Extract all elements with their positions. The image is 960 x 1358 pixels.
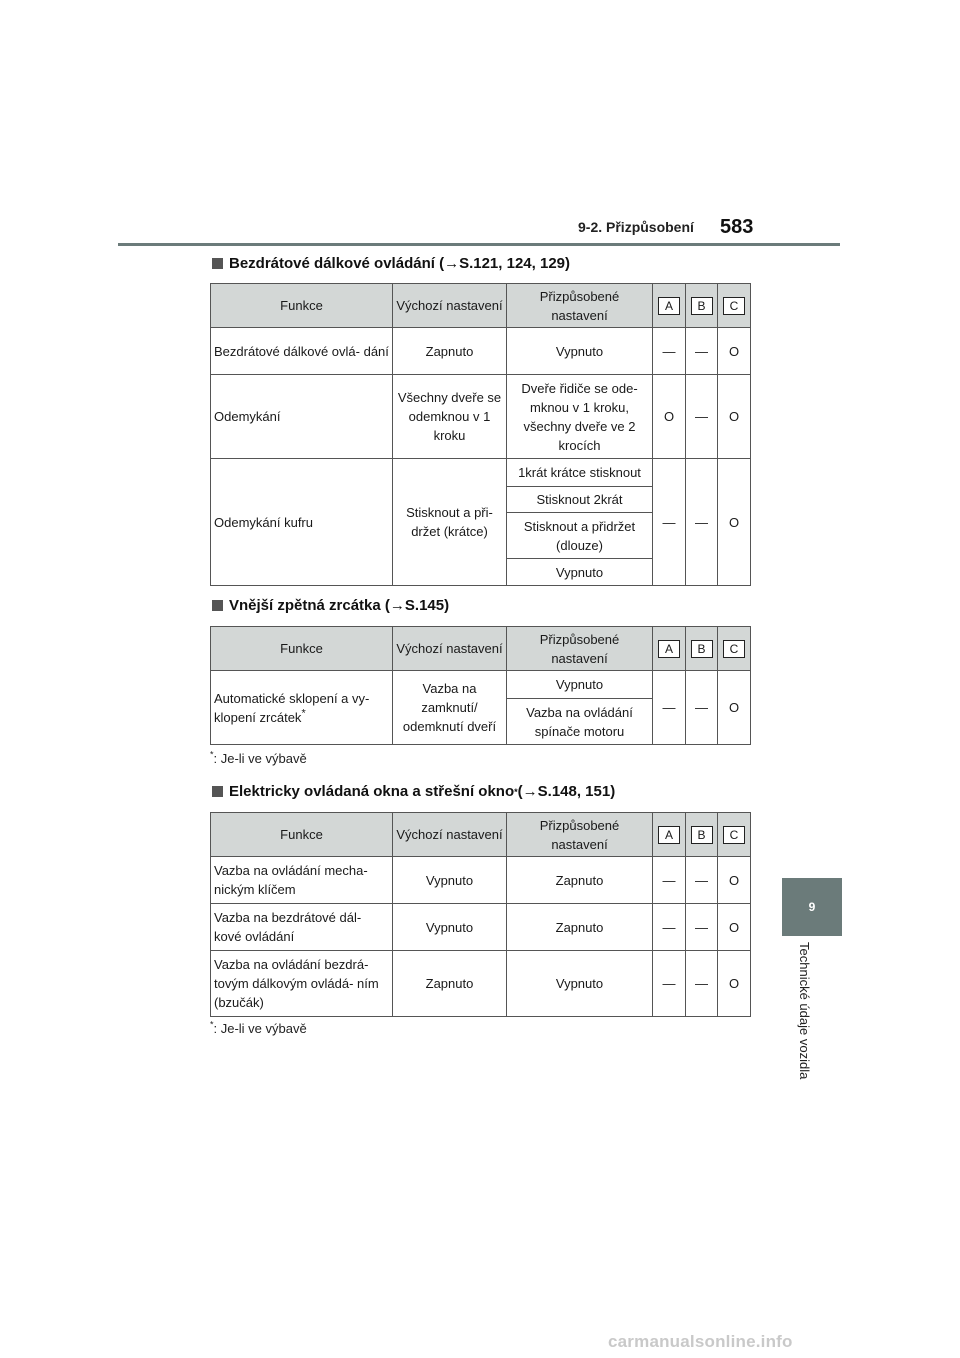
table-row [211, 951, 751, 1017]
col-vychozi: Výchozí nastavení [393, 284, 507, 328]
col-vychozi: Výchozí nastavení [393, 627, 507, 671]
cell-a: O [653, 375, 686, 459]
cell-funkce: Odemykání [211, 375, 393, 459]
header-rule [118, 243, 840, 246]
col-prizp: Přizpůsobené nastavení [507, 813, 653, 857]
cell-default: Vypnuto [393, 857, 507, 904]
label-c: C [723, 640, 745, 658]
arrow-icon: → [522, 783, 538, 800]
col-b [686, 813, 718, 857]
cell-b: — [686, 328, 718, 375]
section-title: 9-2. Přizpůsobení [578, 219, 694, 235]
cell-option: Stisknout 2krát [507, 487, 653, 513]
heading-remote [211, 255, 570, 272]
footnote-text: : Je-li ve výbavě [213, 751, 307, 766]
table-row [211, 904, 751, 951]
heading-text: Vnější zpětná zrcátka ( [229, 597, 390, 614]
cell-a: — [653, 671, 686, 745]
label-b: B [691, 640, 713, 658]
cell-c: O [718, 951, 751, 1017]
footnote-text: : Je-li ve výbavě [213, 1021, 307, 1036]
heading-paren: ( [517, 783, 523, 800]
table-row [211, 857, 751, 904]
page-number: 583 [720, 216, 754, 238]
label-a: A [658, 826, 680, 844]
table-windows [210, 812, 751, 1017]
col-c [718, 813, 751, 857]
heading-ref: S.148, 151) [537, 783, 616, 800]
table-row [211, 375, 751, 459]
cell-funkce-text: Automatické sklopení a vy- klopení zrcátek [214, 690, 370, 725]
cell-funkce [211, 671, 393, 745]
arrow-icon: → [389, 597, 405, 614]
cell-b: — [686, 375, 718, 459]
heading-text: Elektricky ovládaná okna a střešní okno [229, 783, 515, 800]
table-row [211, 459, 751, 487]
arrow-icon: → [444, 255, 460, 272]
col-a [653, 813, 686, 857]
cell-option: Vypnuto [507, 671, 653, 699]
label-b: B [691, 826, 713, 844]
cell-c: O [718, 904, 751, 951]
cell-funkce: Vazba na bezdrátové dál- kové ovládání [211, 904, 393, 951]
footnote-star: * [210, 749, 214, 760]
table-header-row [211, 813, 751, 857]
label-b: B [691, 297, 713, 315]
cell-funkce: Odemykání kufru [211, 459, 393, 586]
chapter-label: Technické údaje vozidla [797, 942, 812, 1080]
bullet-square-icon [212, 258, 223, 269]
col-b [686, 284, 718, 328]
cell-default: Zapnuto [393, 951, 507, 1017]
col-b [686, 627, 718, 671]
cell-b: — [686, 459, 718, 586]
cell-a: — [653, 951, 686, 1017]
col-a [653, 284, 686, 328]
col-funkce: Funkce [211, 627, 393, 671]
table-remote [210, 283, 751, 586]
label-c: C [723, 826, 745, 844]
footnote-star: * [210, 1019, 214, 1030]
cell-c: O [718, 857, 751, 904]
table-row [211, 328, 751, 375]
cell-custom: Zapnuto [507, 904, 653, 951]
col-c [718, 627, 751, 671]
cell-c: O [718, 459, 751, 586]
label-c: C [723, 297, 745, 315]
col-c [718, 284, 751, 328]
col-prizp: Přizpůsobené nastavení [507, 627, 653, 671]
col-vychozi: Výchozí nastavení [393, 813, 507, 857]
cell-default: Vypnuto [393, 904, 507, 951]
table-row [211, 671, 751, 699]
cell-default: Vazba na zamknutí/ odemknutí dveří [393, 671, 507, 745]
cell-c: O [718, 328, 751, 375]
cell-funkce: Vazba na ovládání bezdrá- tovým dálkovým ovládá- ním (bzučák) [211, 951, 393, 1017]
table-header-row [211, 627, 751, 671]
heading-mirrors [211, 597, 449, 614]
cell-default: Stisknout a při- držet (krátce) [393, 459, 507, 586]
cell-custom: Zapnuto [507, 857, 653, 904]
col-funkce: Funkce [211, 813, 393, 857]
label-a: A [658, 640, 680, 658]
cell-b: — [686, 904, 718, 951]
col-funkce: Funkce [211, 284, 393, 328]
cell-a: — [653, 459, 686, 586]
col-a [653, 627, 686, 671]
cell-funkce: Bezdrátové dálkové ovlá- dání [211, 328, 393, 375]
cell-option: 1krát krátce stisknout [507, 459, 653, 487]
label-a: A [658, 297, 680, 315]
bullet-square-icon [212, 600, 223, 611]
cell-a: — [653, 904, 686, 951]
heading-windows: Elektricky ovládaná okna a střešní okno * ( → S.148, 151) [211, 783, 615, 800]
cell-a: — [653, 328, 686, 375]
watermark: carmanualsonline.info [608, 1332, 793, 1351]
footnote-star: * [301, 707, 306, 720]
cell-b: — [686, 951, 718, 1017]
cell-custom: Dveře řidiče se ode- mknou v 1 kroku, všechny dveře ve 2 krocích [507, 375, 653, 459]
heading-ref: S.121, 124, 129) [459, 255, 570, 272]
heading-text: Bezdrátové dálkové ovládání ( [229, 255, 445, 272]
cell-c: O [718, 671, 751, 745]
cell-option: Vazba na ovládání spínače motoru [507, 699, 653, 745]
cell-option: Vypnuto [507, 559, 653, 586]
cell-a: — [653, 857, 686, 904]
footnote [210, 751, 307, 766]
heading-ref: S.145) [404, 597, 450, 614]
cell-default: Zapnuto [393, 328, 507, 375]
cell-b: — [686, 857, 718, 904]
cell-default: Všechny dveře se odemknou v 1 kroku [393, 375, 507, 459]
cell-c: O [718, 375, 751, 459]
table-mirrors [210, 626, 751, 745]
col-prizp: Přizpůsobené nastavení [507, 284, 653, 328]
footnote [210, 1021, 307, 1036]
cell-custom: Vypnuto [507, 951, 653, 1017]
cell-custom: Vypnuto [507, 328, 653, 375]
chapter-tab: 9 [782, 878, 842, 936]
cell-option: Stisknout a přidržet (dlouze) [507, 513, 653, 559]
cell-funkce: Vazba na ovládání mecha- nickým klíčem [211, 857, 393, 904]
bullet-square-icon [212, 786, 223, 797]
cell-b: — [686, 671, 718, 745]
table-header-row [211, 284, 751, 328]
